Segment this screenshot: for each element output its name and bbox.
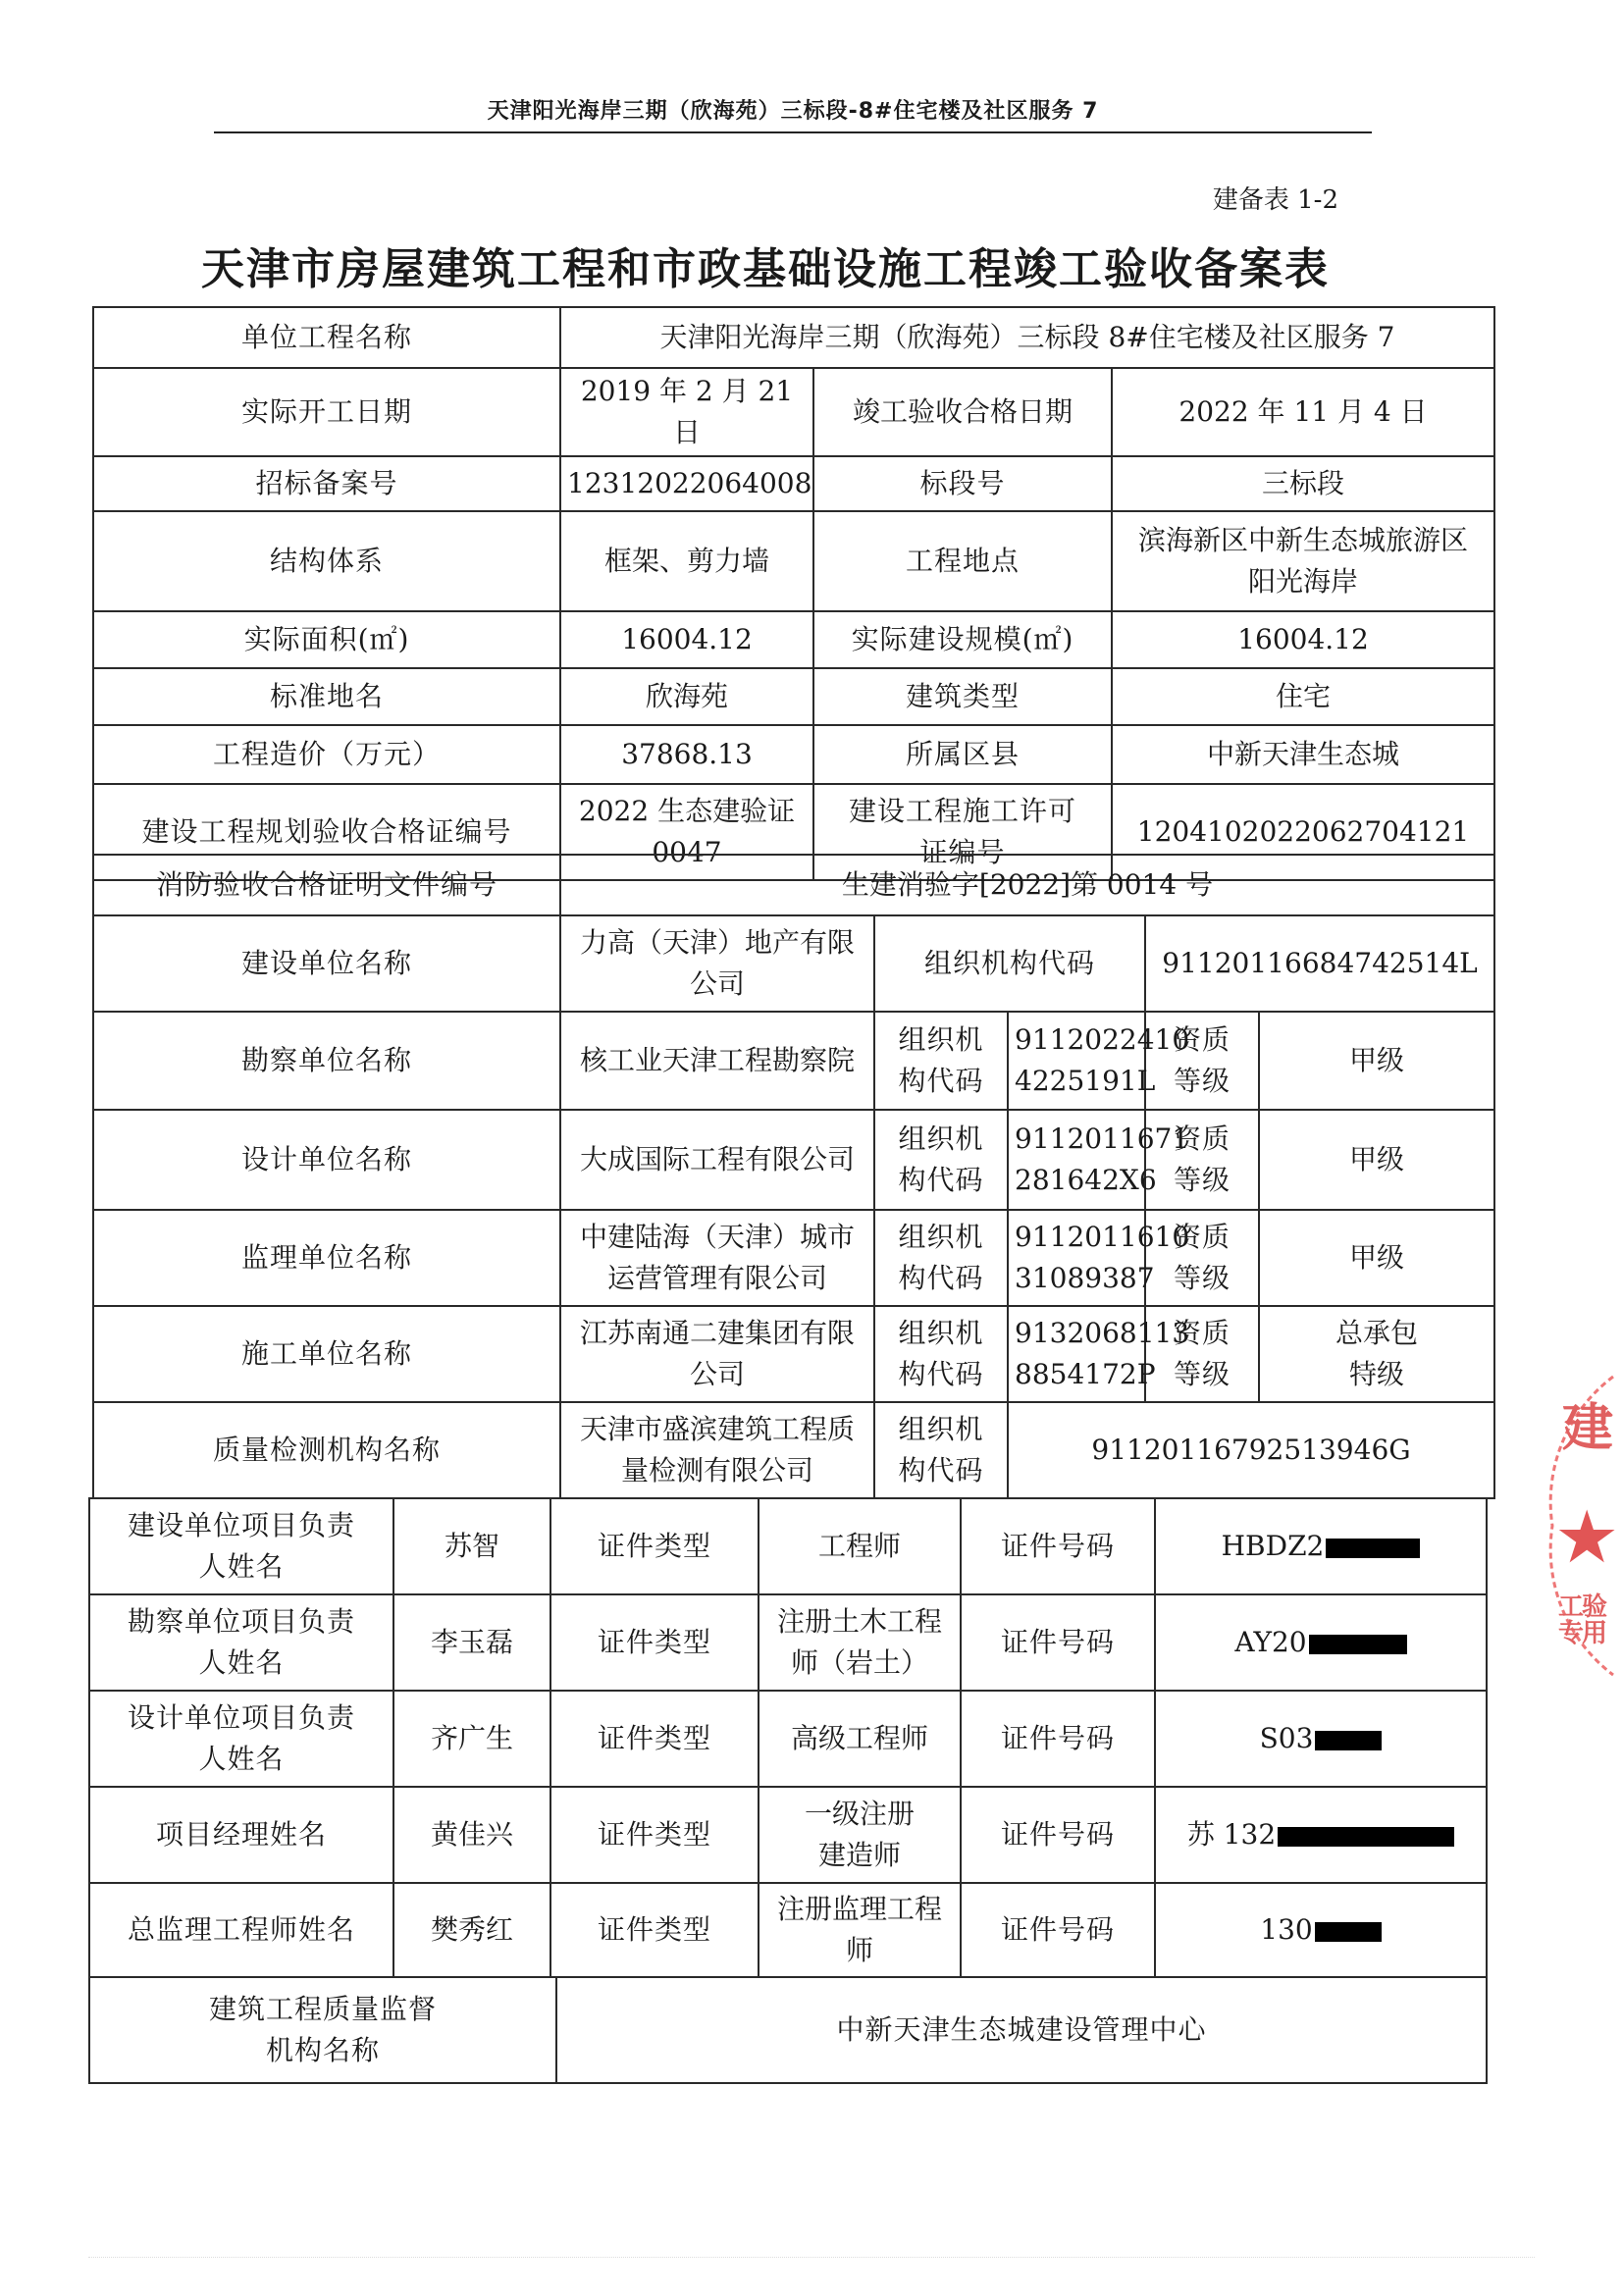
- value-construction-unit: [560, 1306, 874, 1402]
- stamp-text-bottom: 工验专用: [1558, 1592, 1606, 1649]
- value-testing-unit-line2: 量检测有限公司: [620, 1454, 813, 1487]
- label-supervision-agency-line2: 机构名称: [265, 2034, 380, 2066]
- value-survey-lead-cert-no: [1155, 1594, 1487, 1691]
- label-survey-lead-line2: 人姓名: [198, 1646, 285, 1679]
- label-design-lead-cert-no: 证件号码: [961, 1691, 1155, 1787]
- value-chief-supervisor-cert-type-line2: 师: [845, 1934, 873, 1966]
- label-chief-supervisor-cert-no: 证件号码: [961, 1883, 1155, 1977]
- units-table: [92, 914, 1495, 1499]
- cert-no-visible-part: 130: [1260, 1913, 1313, 1946]
- label-construction-org-code-line2: 构代码: [898, 1358, 984, 1390]
- value-chief-supervisor-name: 樊秀红: [393, 1883, 550, 1977]
- value-supervision-org-code: [1008, 1210, 1190, 1306]
- label-construction-unit: 施工单位名称: [93, 1306, 560, 1402]
- label-testing-org-code-line1: 组织机: [898, 1413, 984, 1445]
- value-builder-unit: [560, 915, 874, 1012]
- stamp-star-icon: ★: [1554, 1495, 1620, 1580]
- label-chief-supervisor: 总监理工程师姓名: [89, 1883, 393, 1977]
- label-builder-lead-line2: 人姓名: [198, 1550, 285, 1583]
- value-project-manager-cert-type-line2: 建造师: [817, 1839, 901, 1871]
- label-project-manager-cert-type: 证件类型: [550, 1787, 759, 1883]
- value-structure: 框架、剪力墙: [560, 511, 813, 611]
- value-builder-lead-cert-type: 工程师: [759, 1498, 961, 1594]
- value-construction-unit-line2: 公司: [689, 1358, 745, 1390]
- label-section-no: 标段号: [813, 456, 1112, 511]
- label-survey-grade-line2: 等级: [1174, 1065, 1231, 1097]
- label-building-type: 建筑类型: [813, 668, 1112, 725]
- value-section-no: 三标段: [1112, 456, 1494, 511]
- value-builder-org-code: 91120116684742514L: [1145, 915, 1494, 1012]
- label-design-unit: 设计单位名称: [93, 1110, 560, 1210]
- label-supervision-org-code: [874, 1210, 1008, 1306]
- value-construction-grade: [1259, 1306, 1494, 1402]
- value-survey-grade: 甲级: [1259, 1012, 1494, 1110]
- label-chief-supervisor-cert-type: 证件类型: [550, 1883, 759, 1977]
- value-location-line2: 阳光海岸: [1248, 565, 1359, 598]
- value-location-line1: 滨海新区中新生态城旅游区: [1138, 524, 1469, 556]
- value-supervision-agency: 中新天津生态城建设管理中心: [556, 1977, 1487, 2083]
- value-planning-cert-line2: 0047: [652, 836, 722, 868]
- value-unit-name: 天津阳光海岸三期（欣海苑）三标段 8#住宅楼及社区服务 7: [560, 307, 1494, 368]
- redaction-bar: [1315, 1922, 1382, 1942]
- page-bottom-edge: [88, 2257, 1535, 2258]
- value-project-manager-cert-type: [759, 1787, 961, 1883]
- cert-no-visible-part: HBDZ2: [1221, 1530, 1325, 1562]
- value-builder-unit-line1: 力高（天津）地产有限: [579, 926, 855, 959]
- value-fire-acceptance: 生建消验字[2022]第 0014 号: [560, 855, 1494, 915]
- label-design-grade-line1: 资质: [1174, 1122, 1231, 1155]
- label-bid-no: 招标备案号: [93, 456, 560, 511]
- value-chief-supervisor-cert-type: [759, 1883, 961, 1977]
- value-construction-grade-line2: 特级: [1349, 1358, 1405, 1390]
- label-unit-name: 单位工程名称: [93, 307, 560, 368]
- value-supervision-unit-line2: 运营管理有限公司: [606, 1262, 827, 1294]
- label-design-grade-line2: 等级: [1174, 1164, 1231, 1196]
- fire-acceptance-table: [92, 854, 1495, 916]
- redaction-bar: [1326, 1539, 1420, 1558]
- label-build-scale: 实际建设规模(㎡): [813, 611, 1112, 668]
- label-supervision-org-code-line1: 组织机: [898, 1221, 984, 1253]
- label-design-lead-cert-type: 证件类型: [550, 1691, 759, 1787]
- value-design-lead-name: 齐广生: [393, 1691, 550, 1787]
- project-info-table: [92, 306, 1495, 881]
- value-construction-org-code-line1: 9132068113: [1015, 1317, 1190, 1349]
- label-testing-org-code: [874, 1402, 1008, 1498]
- label-design-lead-line2: 人姓名: [198, 1743, 285, 1775]
- label-survey-unit: 勘察单位名称: [93, 1012, 560, 1110]
- value-construction-permit: 1204102022062704121: [1112, 784, 1494, 880]
- label-supervision-agency: [89, 1977, 556, 2083]
- red-seal-stamp: [1544, 1369, 1620, 1683]
- value-district: 中新天津生态城: [1112, 725, 1494, 784]
- value-design-lead-cert-no: [1155, 1691, 1487, 1787]
- header-rule: [214, 131, 1372, 133]
- value-construction-org-code-line2: 8854172P: [1015, 1358, 1156, 1390]
- value-construction-org-code: [1008, 1306, 1190, 1402]
- value-testing-unit: [560, 1402, 874, 1498]
- value-supervision-org-code-line1: 9112011610: [1015, 1221, 1190, 1253]
- value-builder-lead-cert-no: [1155, 1498, 1487, 1594]
- label-project-cost: 工程造价（万元）: [93, 725, 560, 784]
- label-design-lead-line1: 设计单位项目负责: [127, 1701, 355, 1734]
- label-supervision-unit: 监理单位名称: [93, 1210, 560, 1306]
- redaction-bar: [1278, 1827, 1454, 1847]
- label-fire-acceptance: 消防验收合格证明文件编号: [93, 855, 560, 915]
- label-testing-org-code-line2: 构代码: [898, 1454, 984, 1487]
- value-construction-grade-line1: 总承包: [1335, 1317, 1419, 1349]
- label-design-org-code-line2: 构代码: [898, 1164, 984, 1196]
- label-district: 所属区县: [813, 725, 1112, 784]
- value-project-manager-cert-type-line1: 一级注册: [804, 1798, 915, 1830]
- value-survey-lead-cert-type-line2: 师（岩土）: [790, 1646, 928, 1679]
- label-survey-org-code: [874, 1012, 1008, 1110]
- label-design-org-code-line1: 组织机: [898, 1122, 984, 1155]
- value-place-name: 欣海苑: [560, 668, 813, 725]
- label-project-manager: 项目经理姓名: [89, 1787, 393, 1883]
- label-survey-lead-cert-type: 证件类型: [550, 1594, 759, 1691]
- redaction-bar: [1309, 1635, 1407, 1654]
- label-supervision-org-code-line2: 构代码: [898, 1262, 984, 1294]
- label-survey-org-code-line2: 构代码: [898, 1065, 984, 1097]
- label-builder-unit: 建设单位名称: [93, 915, 560, 1012]
- running-header: 天津阳光海岸三期（欣海苑）三标段-8#住宅楼及社区服务 7: [487, 99, 1099, 124]
- value-bid-no: 12312022064008: [560, 456, 813, 511]
- value-build-scale: 16004.12: [1112, 611, 1494, 668]
- label-builder-org-code: 组织机构代码: [874, 915, 1145, 1012]
- label-design-org-code: [874, 1110, 1008, 1210]
- label-survey-lead-line1: 勘察单位项目负责: [127, 1605, 355, 1638]
- label-survey-lead: [89, 1594, 393, 1691]
- label-location: 工程地点: [813, 511, 1112, 611]
- label-construction-org-code-line1: 组织机: [898, 1317, 984, 1349]
- value-supervision-grade: 甲级: [1259, 1210, 1494, 1306]
- value-builder-lead-name: 苏智: [393, 1498, 550, 1594]
- value-project-manager-name: 黄佳兴: [393, 1787, 550, 1883]
- document-title: 天津市房屋建筑工程和市政基础设施工程竣工验收备案表: [201, 244, 1330, 294]
- form-number: 建备表 1-2: [1212, 185, 1338, 215]
- label-construction-org-code: [874, 1306, 1008, 1402]
- stamp-text-top: 建: [1562, 1399, 1614, 1458]
- label-actual-area: 实际面积(㎡): [93, 611, 560, 668]
- label-start-date: 实际开工日期: [93, 368, 560, 456]
- value-chief-supervisor-cert-type-line1: 注册监理工程: [776, 1893, 942, 1925]
- label-design-lead: [89, 1691, 393, 1787]
- value-planning-cert-line1: 2022 生态建验证: [578, 795, 796, 827]
- value-builder-unit-line2: 公司: [689, 967, 745, 1000]
- label-builder-lead-cert-no: 证件号码: [961, 1498, 1155, 1594]
- label-acceptance-date: 竣工验收合格日期: [813, 368, 1112, 456]
- value-design-org-code-line2: 281642X6: [1015, 1164, 1157, 1196]
- value-survey-org-code-line2: 4225191L: [1015, 1065, 1156, 1097]
- value-chief-supervisor-cert-no: [1155, 1883, 1487, 1977]
- label-construction-grade-line2: 等级: [1174, 1358, 1231, 1390]
- cert-no-visible-part: S03: [1259, 1722, 1314, 1754]
- label-builder-lead-cert-type: 证件类型: [550, 1498, 759, 1594]
- label-testing-unit: 质量检测机构名称: [93, 1402, 560, 1498]
- label-planning-cert: 建设工程规划验收合格证编号: [93, 784, 560, 880]
- value-acceptance-date: 2022 年 11 月 4 日: [1112, 368, 1494, 456]
- value-design-lead-cert-type: 高级工程师: [759, 1691, 961, 1787]
- value-construction-unit-line1: 江苏南通二建集团有限: [579, 1317, 855, 1349]
- value-supervision-org-code-line2: 31089387: [1015, 1262, 1155, 1294]
- cert-no-visible-part: AY20: [1234, 1626, 1307, 1658]
- value-project-manager-cert-no: [1155, 1787, 1487, 1883]
- label-structure: 结构体系: [93, 511, 560, 611]
- value-survey-org-code: [1008, 1012, 1190, 1110]
- label-survey-org-code-line1: 组织机: [898, 1023, 984, 1056]
- redaction-bar: [1315, 1731, 1382, 1750]
- label-construction-permit-line1: 建设工程施工许可: [848, 795, 1076, 827]
- value-survey-org-code-line1: 9112022410: [1015, 1023, 1190, 1056]
- value-supervision-unit: [560, 1210, 874, 1306]
- label-place-name: 标准地名: [93, 668, 560, 725]
- label-supervision-grade-line1: 资质: [1174, 1221, 1231, 1253]
- value-design-org-code: [1008, 1110, 1190, 1210]
- value-project-cost: 37868.13: [560, 725, 813, 784]
- label-survey-grade-line1: 资质: [1174, 1023, 1231, 1056]
- value-testing-org-code: 91120116792513946G: [1008, 1402, 1494, 1498]
- value-survey-lead-name: 李玉磊: [393, 1594, 550, 1691]
- value-building-type: 住宅: [1112, 668, 1494, 725]
- value-survey-lead-cert-type-line1: 注册土木工程: [776, 1605, 942, 1638]
- value-survey-lead-cert-type: [759, 1594, 961, 1691]
- label-builder-lead-line1: 建设单位项目负责: [127, 1509, 355, 1541]
- label-builder-lead: [89, 1498, 393, 1594]
- value-survey-unit: 核工业天津工程勘察院: [560, 1012, 874, 1110]
- label-project-manager-cert-no: 证件号码: [961, 1787, 1155, 1883]
- label-supervision-grade-line2: 等级: [1174, 1262, 1231, 1294]
- value-design-org-code-line1: 9112011671: [1015, 1122, 1190, 1155]
- value-start-date: 2019 年 2 月 21 日: [560, 368, 813, 456]
- value-actual-area: 16004.12: [560, 611, 813, 668]
- persons-table: [88, 1497, 1488, 1978]
- label-supervision-agency-line1: 建筑工程质量监督: [208, 1993, 437, 2025]
- value-supervision-unit-line1: 中建陆海（天津）城市: [579, 1221, 855, 1253]
- value-design-unit: 大成国际工程有限公司: [560, 1110, 874, 1210]
- value-design-grade: 甲级: [1259, 1110, 1494, 1210]
- value-location: [1112, 511, 1494, 611]
- supervision-agency-table: [88, 1976, 1488, 2084]
- label-construction-grade-line1: 资质: [1174, 1317, 1231, 1349]
- cert-no-visible-part: 苏 132: [1186, 1818, 1277, 1851]
- label-survey-lead-cert-no: 证件号码: [961, 1594, 1155, 1691]
- label-construction-permit-line2: 证编号: [919, 836, 1006, 868]
- value-testing-unit-line1: 天津市盛滨建筑工程质: [579, 1413, 855, 1445]
